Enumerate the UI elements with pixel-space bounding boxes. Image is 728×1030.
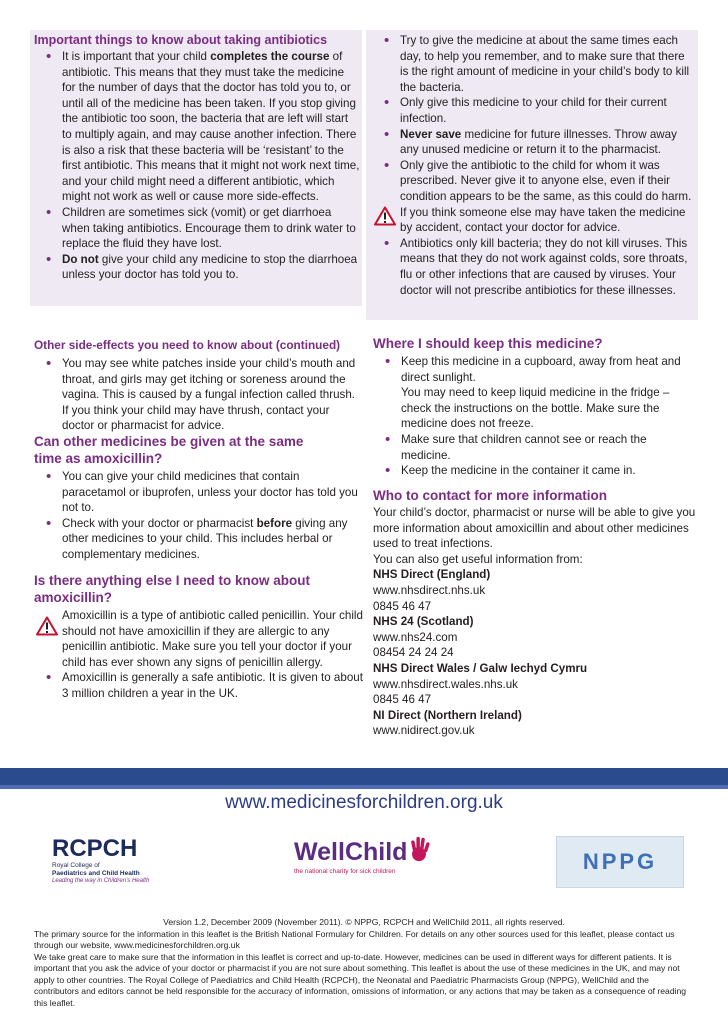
- org-name: NHS Direct (England): [373, 568, 491, 582]
- side-effects-heading: Other side-effects you need to know about (continued): [34, 338, 341, 352]
- list-item: • Make sure that children cannot see or reach the medicine.: [373, 432, 699, 463]
- contact-section: [373, 487, 699, 739]
- rcpch-line2: Paediatrics and Child Health: [52, 869, 140, 877]
- other-medicines-heading: Can other medicines be given at the same time as amoxicillin?: [34, 434, 304, 466]
- list-item: • You may see white patches inside your child’s mouth and throat, and girls may get itching or soreness around the vagina. This is caused by a fungal infection called thrush. If you think your child may have thrush, contact your doctor or pharmacist for advice.: [34, 356, 364, 434]
- contact-org: [373, 614, 699, 661]
- antibiotics-section: [34, 33, 360, 283]
- warning-item: If you think someone else may have taken the medicine by accident, contact your doctor for advice.: [372, 205, 696, 236]
- list-item: • Children are sometimes sick (vomit) or get diarrhoea when taking antibiotics. Encourage them to drink water to replace the fluid they have lost.: [34, 205, 360, 252]
- org-phone: 08454 24 24 24: [373, 646, 454, 660]
- org-name: NHS Direct Wales / Galw Iechyd Cymru: [373, 661, 588, 675]
- org-website[interactable]: www.nhsdirect.nhs.uk: [373, 583, 486, 597]
- anything-else-section: [34, 572, 364, 702]
- list-item: • Never save medicine for future illnesses. Throw away any unused medicine or return it to the pharmacist.: [372, 127, 696, 158]
- side-effects-section: [34, 338, 364, 434]
- nppg-wordmark: NPPG: [582, 849, 658, 874]
- org-website[interactable]: www.nhs24.com: [373, 630, 458, 644]
- warning-icon: [374, 206, 396, 226]
- nppg-logo: [556, 836, 684, 888]
- anything-else-heading: Is there anything else I need to know about amoxicillin?: [34, 573, 311, 605]
- list-item: • Only give the antibiotic to the child for whom it was prescribed. Never give it to anyone else, even if their condition appears to be the same, as this could do harm.: [372, 158, 696, 205]
- version-text: Version 1.2, December 2009 (November 2011). © NPPG, RCPCH and WellChild 2011, all rights reserved.: [163, 917, 565, 927]
- org-phone: 0845 46 47: [373, 599, 432, 613]
- org-phone: 0845 46 47: [373, 693, 432, 707]
- contact-intro: Your child’s doctor, pharmacist or nurse will be able to give you more information about amoxicillin and about other medicines used to treat infections.: [373, 506, 696, 551]
- wellchild-wordmark: WellChild: [294, 838, 408, 866]
- list-item: • Only give this medicine to your child for their current infection.: [372, 95, 696, 126]
- medicine-tips-section: [372, 33, 696, 298]
- rcpch-line1: Royal College of: [52, 862, 100, 869]
- org-website[interactable]: www.nidirect.gov.uk: [373, 724, 475, 738]
- storage-section: [373, 335, 699, 479]
- contact-org: [373, 708, 699, 739]
- org-name: NHS 24 (Scotland): [373, 615, 474, 629]
- list-item: • Keep the medicine in the container it came in.: [373, 463, 699, 479]
- contact-heading: Who to contact for more information: [373, 488, 607, 503]
- wellchild-logo: [294, 838, 444, 888]
- contact-also: You can also get useful information from:: [373, 552, 583, 566]
- website-link[interactable]: www.medicinesforchildren.org.uk: [225, 792, 503, 813]
- warning-icon: [36, 616, 58, 636]
- contact-org: [373, 567, 699, 614]
- list-item: • Try to give the medicine at about the same times each day, to help you remember, and to make sure that there is the right amount of medicine in your child’s body to kill the bacteria.: [372, 33, 696, 95]
- rcpch-wordmark: RCPCH: [52, 835, 138, 862]
- warning-item: Amoxicillin is a type of antibiotic called penicillin. Your child should not have amoxicillin if they are allergic to any penicillin antibiotic. Make sure you tell your doctor if your child has ever shown any signs of penicillin allergy.: [34, 608, 364, 670]
- storage-heading: Where I should keep this medicine?: [373, 336, 603, 351]
- other-medicines-section: [34, 433, 364, 563]
- list-item: • It is important that your child completes the course of antibiotic. This means that they must take the medicine for the number of days that the doctor has told you to, or until all of the medicine has been taken. If you stop giving the antibiotic too soon, the bacteria that are left will start to multiply again, and may cause another infection. There is also a risk that these bacteria will be ‘resistant’ to the first antibiotic. This means that it might not work next time, and your child might need a different antibiotic, which might not work as well or cause more side-effects.: [34, 49, 360, 205]
- hand-icon: [406, 834, 432, 864]
- list-item: • You can give your child medicines that contain paracetamol or ibuprofen, unless your doctor has told you not to.: [34, 469, 364, 516]
- wellchild-tagline: the national charity for sick children: [294, 868, 396, 875]
- org-website[interactable]: www.nhsdirect.wales.nhs.uk: [373, 677, 518, 691]
- antibiotics-heading: Important things to know about taking antibiotics: [34, 33, 328, 47]
- list-item: • Keep this medicine in a cupboard, away from heat and direct sunlight.: [373, 354, 699, 385]
- rcpch-logo: [52, 836, 172, 896]
- list-item: • Amoxicillin is generally a safe antibiotic. It is given to about 3 million children a year in the UK.: [34, 670, 364, 701]
- org-name: NI Direct (Northern Ireland): [373, 708, 522, 722]
- rcpch-tagline: Leading the way in Children’s Health: [52, 878, 150, 884]
- footer-band-accent: [0, 785, 728, 789]
- list-item: • Check with your doctor or pharmacist before giving any other medicines to your child. This includes herbal or complementary medicines.: [34, 516, 364, 563]
- disclaimer-text: We take great care to make sure that the information in this leaflet is correct and up-to-date. However, medicines can be used in different ways for different patients. It is important that you ask the advice of your doctor or pharmacist if you are not sure about something. This leaflet is about the use of these medicines in the UK, and may not apply to other countries. The Royal College of Paediatrics and Child Health (RCPCH), the Neonatal and Paediatric Pharmacists Group (NPPG), WellChild and the contributors and editors cannot be held responsible for the accuracy of information, omissions of information, or any actions that may be taken as a consequence of reading this leaflet.: [34, 952, 687, 1008]
- list-item: • Antibiotics only kill bacteria; they do not kill viruses. This means that they do not work against colds, sore throats, flu or other infections that are caused by viruses. Your doctor will not prescribe antibiotics for these illnesses.: [372, 236, 696, 298]
- list-item: • Do not give your child any medicine to stop the diarrhoea unless your doctor has told you to.: [34, 252, 360, 283]
- contact-org: [373, 661, 699, 708]
- list-item: You may need to keep liquid medicine in the fridge – check the instructions on the bottle. Make sure the medicine does not freeze.: [401, 386, 670, 431]
- sources-text: The primary source for the information in this leaflet is the British National Formulary for Children. For details on any other sources used for this leaflet, please contact us through our website, www.medicinesforchildren.org.uk: [34, 929, 675, 951]
